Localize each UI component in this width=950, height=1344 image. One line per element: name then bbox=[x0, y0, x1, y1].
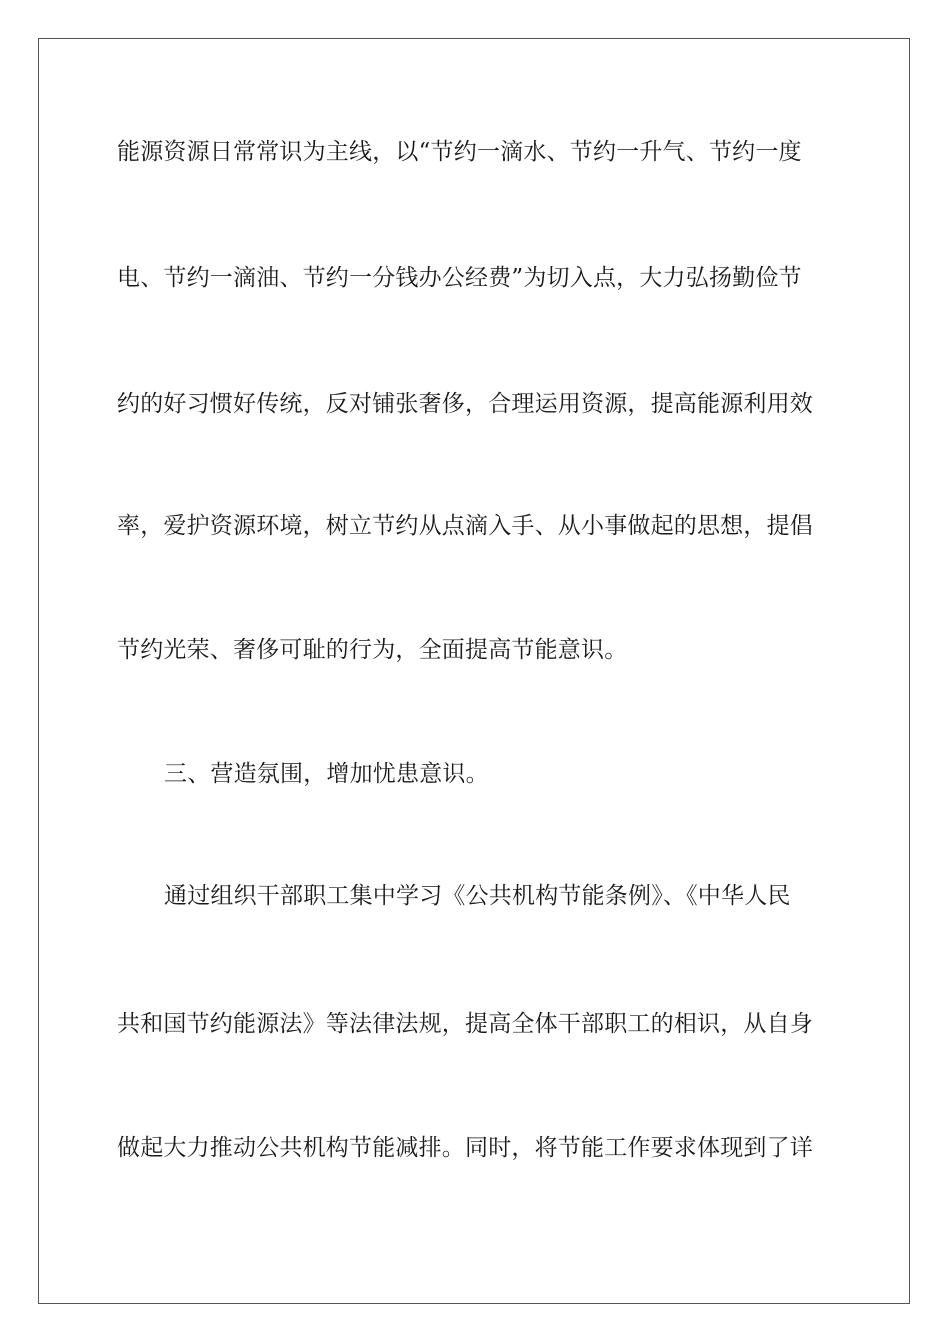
section-heading: 三、营造氛围，增加忧患意识。 bbox=[164, 761, 489, 787]
text-line: 约的好习惯好传统，反对铺张奢侈，合理运用资源，提高能源利用效 bbox=[117, 391, 813, 417]
text-line: 通过组织干部职工集中学习《公共机构节能条例》、《中华人民 bbox=[164, 883, 791, 909]
text-line: 率，爱护资源环境，树立节约从点滴入手、从小事做起的思想，提倡 bbox=[117, 513, 813, 539]
text-line: 节约光荣、奢侈可耻的行为，全面提高节能意识。 bbox=[117, 637, 628, 663]
text-line: 电、节约一滴油、节约一分钱办公经费”为切入点，大力弘扬勤俭节 bbox=[117, 265, 802, 291]
text-line: 共和国节约能源法》等法律法规，提高全体干部职工的相识，从自身 bbox=[117, 1011, 813, 1037]
text-line: 能源资源日常常识为主线，以“节约一滴水、节约一升气、节约一度 bbox=[117, 139, 802, 165]
text-line: 做起大力推动公共机构节能减排。同时，将节能工作要求体现到了详 bbox=[117, 1135, 813, 1161]
page-border bbox=[38, 38, 910, 1304]
